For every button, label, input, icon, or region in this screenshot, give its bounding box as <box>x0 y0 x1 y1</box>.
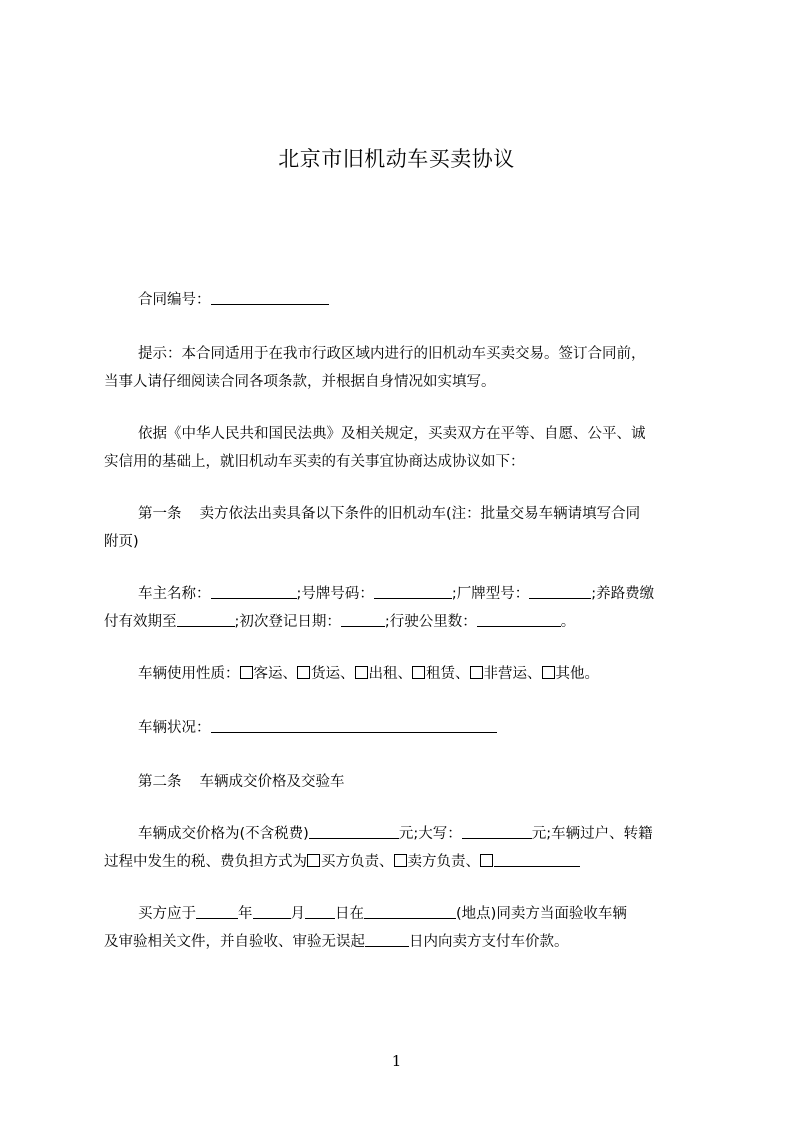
basis-line-2: 实信用的基础上，就旧机动车买卖的有关事宜协商达成协议如下： <box>104 454 525 470</box>
usage-option-freight: 货运、 <box>311 666 355 682</box>
price-blank <box>309 824 399 839</box>
usage-option-passenger: 客运、 <box>253 666 297 682</box>
checkbox-seller-pays[interactable] <box>394 854 407 867</box>
inspect-line-2 <box>104 926 704 958</box>
reg-blank <box>341 612 385 627</box>
article2-heading-line <box>104 766 738 798</box>
seller-pays-label: 卖方负责、 <box>407 854 480 870</box>
checkbox-passenger[interactable] <box>240 666 253 679</box>
place-blank <box>364 904 456 919</box>
day-blank <box>305 904 335 919</box>
days-blank <box>365 932 409 947</box>
plate-blank <box>374 584 452 599</box>
contract-number-line <box>104 284 738 316</box>
usage-line <box>104 658 704 690</box>
reg-label: ;初次登记日期： <box>234 614 341 630</box>
usage-option-other: 其他。 <box>555 666 599 682</box>
tip-line-1: 提示：本合同适用于在我市行政区域内进行的旧机动车买卖交易。签订合同前， <box>138 346 646 362</box>
usage-option-non-operating: 非营运、 <box>483 666 542 682</box>
checkbox-lease[interactable] <box>412 666 425 679</box>
plate-label: ;号牌号码： <box>296 586 374 602</box>
tax-label: 过程中发生的税、费负担方式为 <box>104 854 307 870</box>
usage-option-lease: 租赁、 <box>426 666 470 682</box>
checkbox-other-pays[interactable] <box>480 854 493 867</box>
article2-heading: 第二条 <box>138 774 182 790</box>
article2-title: 车辆成交价格及交验车 <box>199 774 345 790</box>
mileage-blank <box>477 612 561 627</box>
checkbox-freight[interactable] <box>297 666 310 679</box>
model-blank <box>529 584 591 599</box>
year-blank <box>196 904 238 919</box>
fee-label: ;养路费缴 <box>591 586 655 602</box>
price-line-2 <box>104 846 704 878</box>
price-label: 车辆成交价格为(不含税费) <box>138 826 309 842</box>
tip-line-2: 当事人请仔细阅读合同各项条款，并根据自身情况如实填写。 <box>104 374 496 390</box>
article1-line-2: 附页) <box>104 534 139 550</box>
page-number: 1 <box>391 1052 402 1070</box>
checkbox-taxi[interactable] <box>355 666 368 679</box>
basis-line-1: 依据《中华人民共和国民法典》及相关规定，买卖双方在平等、自愿、公平、诚 <box>138 426 646 442</box>
condition-line <box>104 712 738 744</box>
contract-number-label: 合同编号： <box>138 292 211 308</box>
checkbox-buyer-pays[interactable] <box>307 854 320 867</box>
price-transfer-label: 元;车辆过户、转籍 <box>531 826 653 842</box>
checkbox-non-operating[interactable] <box>470 666 483 679</box>
inspect-payment-label: 及审验相关文件，并自验收、审验无误起 <box>104 934 365 950</box>
usage-label: 车辆使用性质： <box>138 666 240 682</box>
day-label: 日在 <box>335 906 364 922</box>
price-capital-label: 元;大写： <box>398 826 462 842</box>
buyer-pays-label: 买方负责、 <box>321 854 394 870</box>
condition-blank <box>211 718 497 733</box>
model-label: ;厂牌型号： <box>451 586 530 602</box>
owner-blank <box>211 584 297 599</box>
end-mark: 。 <box>560 614 576 630</box>
condition-label: 车辆状况： <box>138 720 211 736</box>
article1-text: 卖方依法出卖具备以下条件的旧机动车(注：批量交易车辆请填写合同 <box>199 506 641 522</box>
mileage-label: ;行驶公里数： <box>384 614 477 630</box>
inspect-payment-end: 日内向卖方支付车价款。 <box>409 934 569 950</box>
checkbox-other[interactable] <box>542 666 555 679</box>
other-pays-blank <box>494 852 580 867</box>
year-label: 年 <box>238 906 253 922</box>
usage-option-taxi: 出租、 <box>368 666 412 682</box>
fee-label-2: 付有效期至 <box>104 614 177 630</box>
place-label: (地点)同卖方当面验收车辆 <box>456 906 627 922</box>
vehicle-line-2 <box>104 606 704 638</box>
document-title: 北京市旧机动车买卖协议 <box>278 147 515 171</box>
contract-number-blank <box>211 290 329 305</box>
month-label: 月 <box>290 906 305 922</box>
article1-heading: 第一条 <box>138 506 182 522</box>
inspect-label: 买方应于 <box>138 906 196 922</box>
month-blank <box>253 904 291 919</box>
price-capital-blank <box>462 824 532 839</box>
fee-blank <box>177 612 235 627</box>
owner-label: 车主名称： <box>138 586 211 602</box>
